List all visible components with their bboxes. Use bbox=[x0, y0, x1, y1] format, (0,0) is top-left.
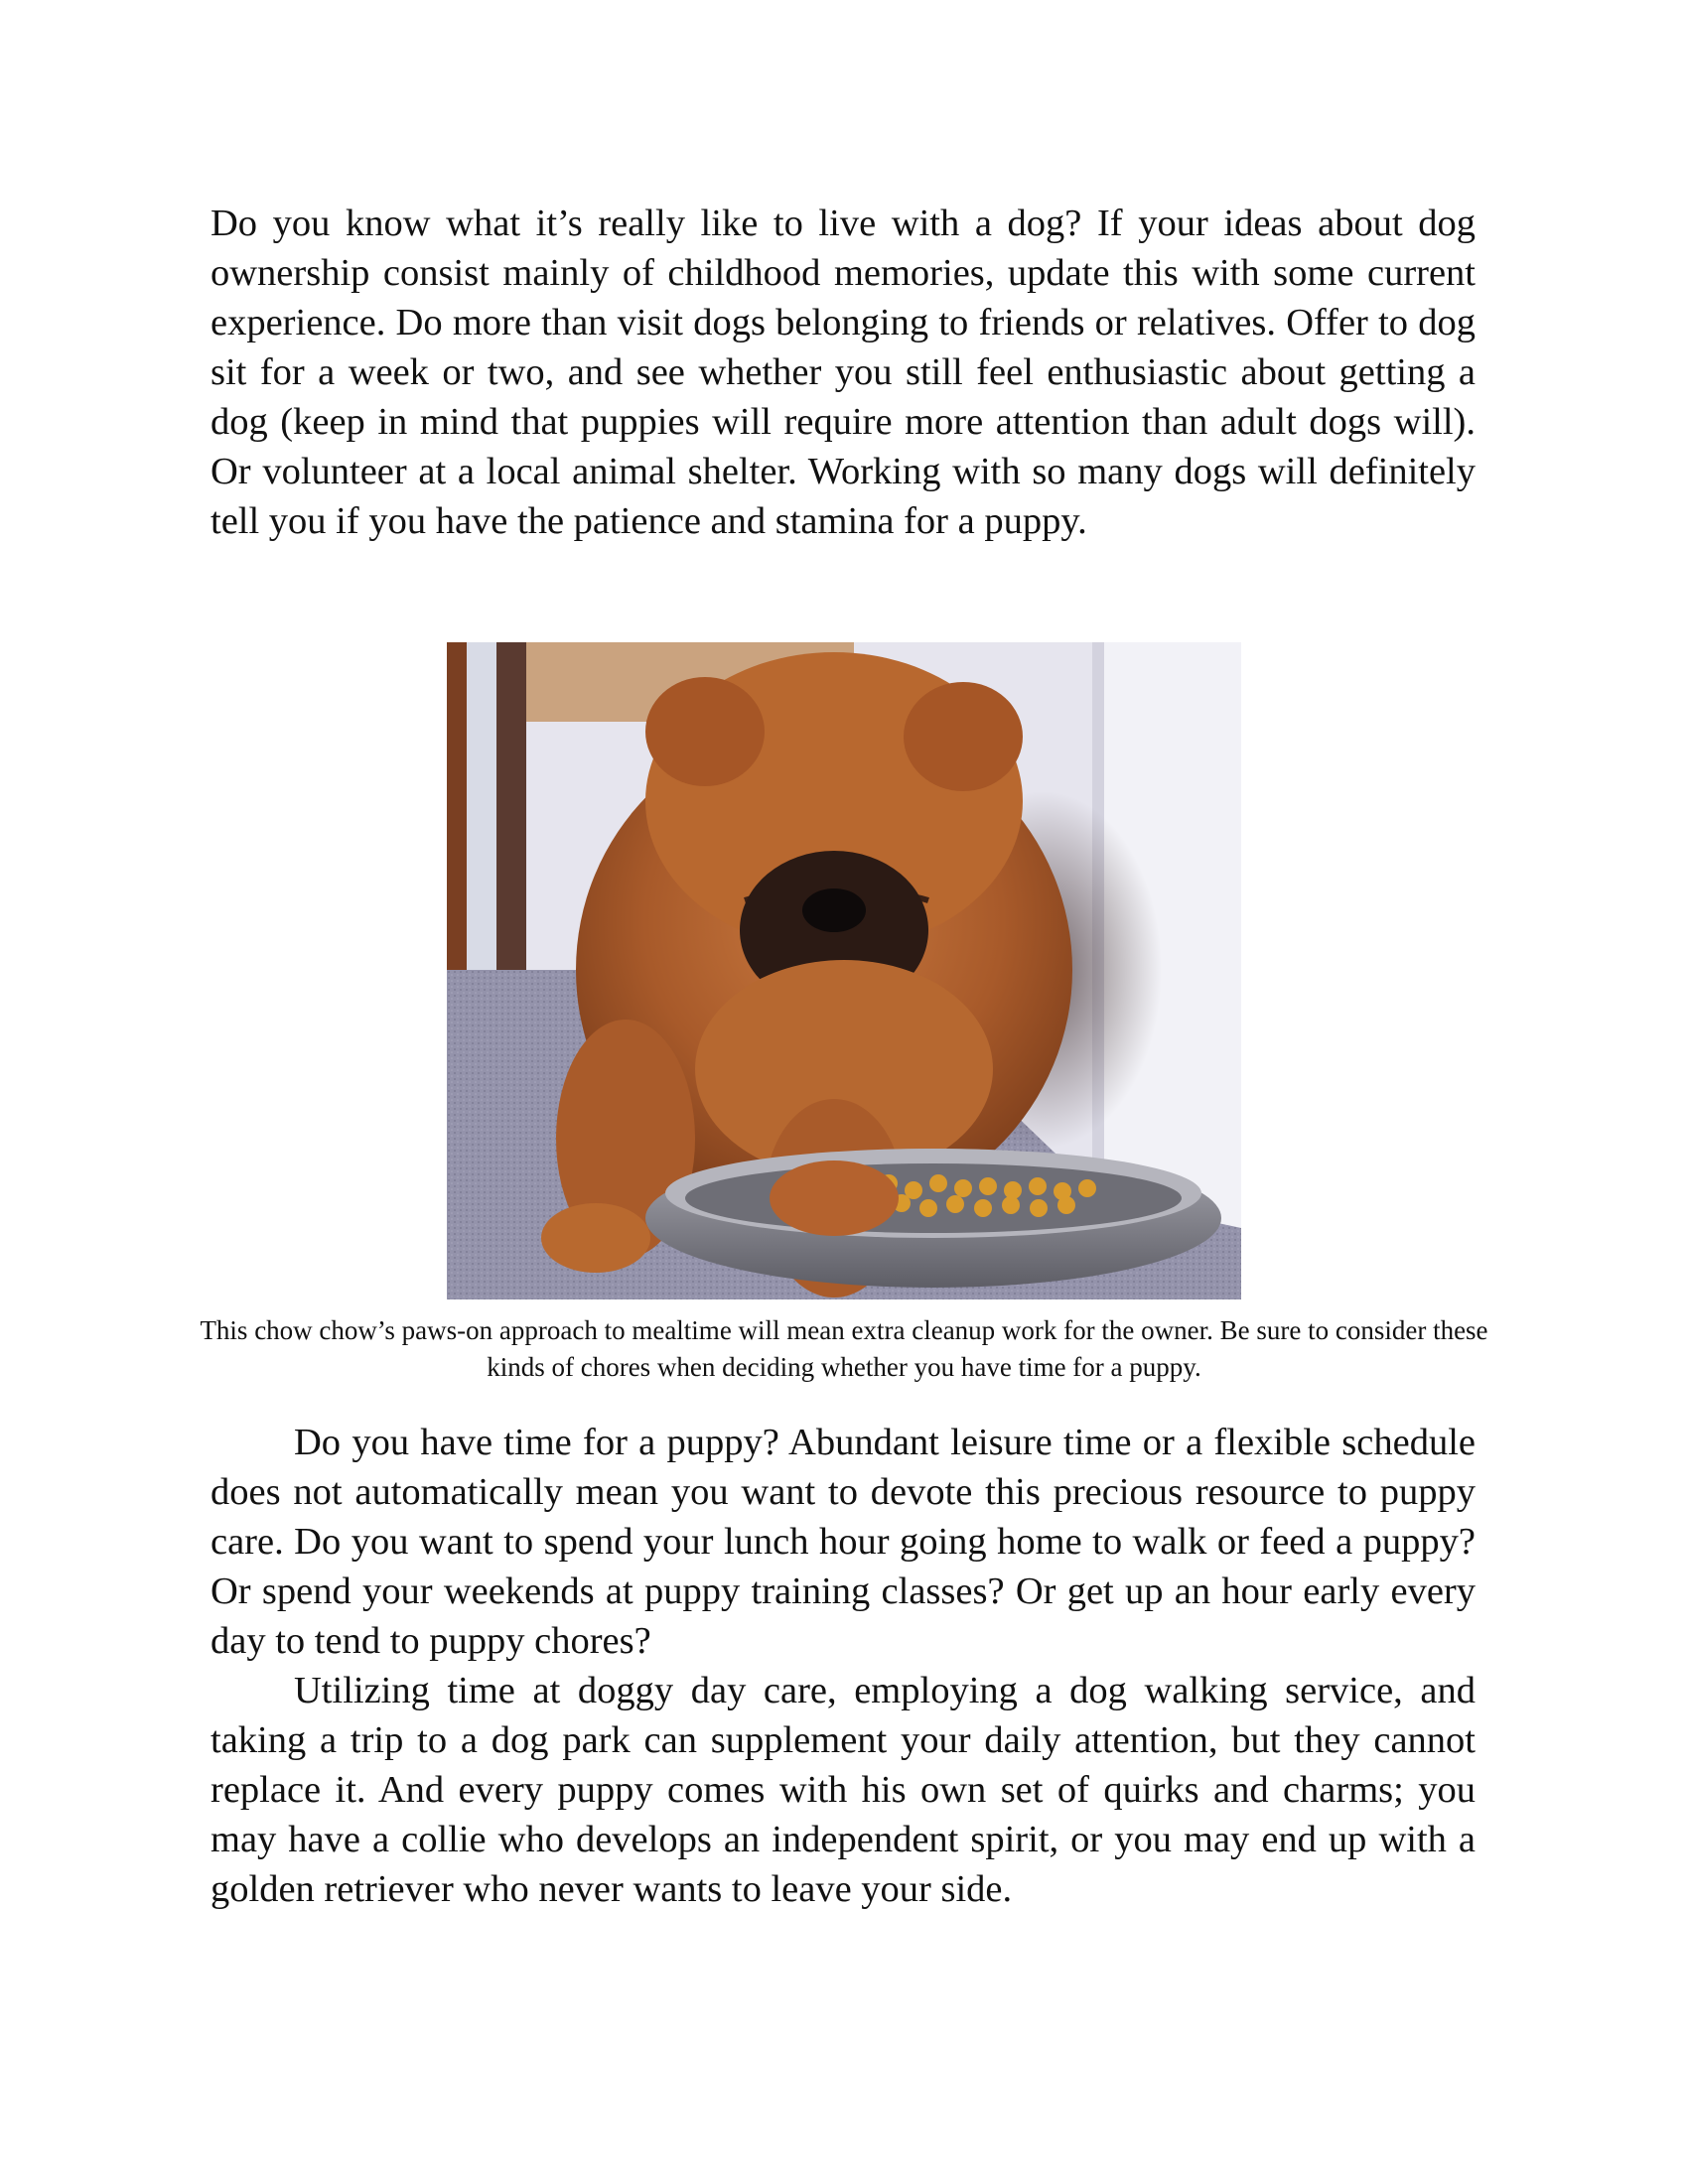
paragraph-time-for-puppy: Do you have time for a puppy? Abundant leisure time or a flexible schedule does not automatically mean you want to devote this precious resource to puppy care. Do you want to spend your lunch hour going home to walk or feed a puppy? Or spend your weekends at puppy training classes? Or get up an hour early every day to tend to puppy chores? bbox=[211, 1422, 1476, 1662]
paragraph-intro: Do you know what it’s really like to live with a dog? If your ideas about dog ownership consist mainly of childhood memories, update this with some current experience. Do more than visit dogs belonging to friends or relatives. Offer to dog sit for a week or two, and see whether you still feel enthusiastic about getting a dog (keep in mind that puppies will require more attention than adult dogs will). Or volunteer at a local animal shelter. Working with so many dogs will definitely tell you if you have the patience and stamina for a puppy. bbox=[211, 203, 1476, 542]
chow-chow-puppy-photo bbox=[447, 642, 1241, 1299]
paragraph-daily-attention: Utilizing time at doggy day care, employing a dog walking service, and taking a trip to a dog park can supplement your daily attention, but they cannot replace it. And every puppy comes with his own set of quirks and charms; you may have a collie who develops an independent spirit, or you may end up with a golden retriever who never wants to leave your side. bbox=[211, 1670, 1476, 1910]
figure-caption: This chow chow’s paws-on approach to mealtime will mean extra cleanup work for the owner. Be sure to consider these kinds of chores when deciding whether you have time for a puppy. bbox=[200, 1315, 1488, 1382]
